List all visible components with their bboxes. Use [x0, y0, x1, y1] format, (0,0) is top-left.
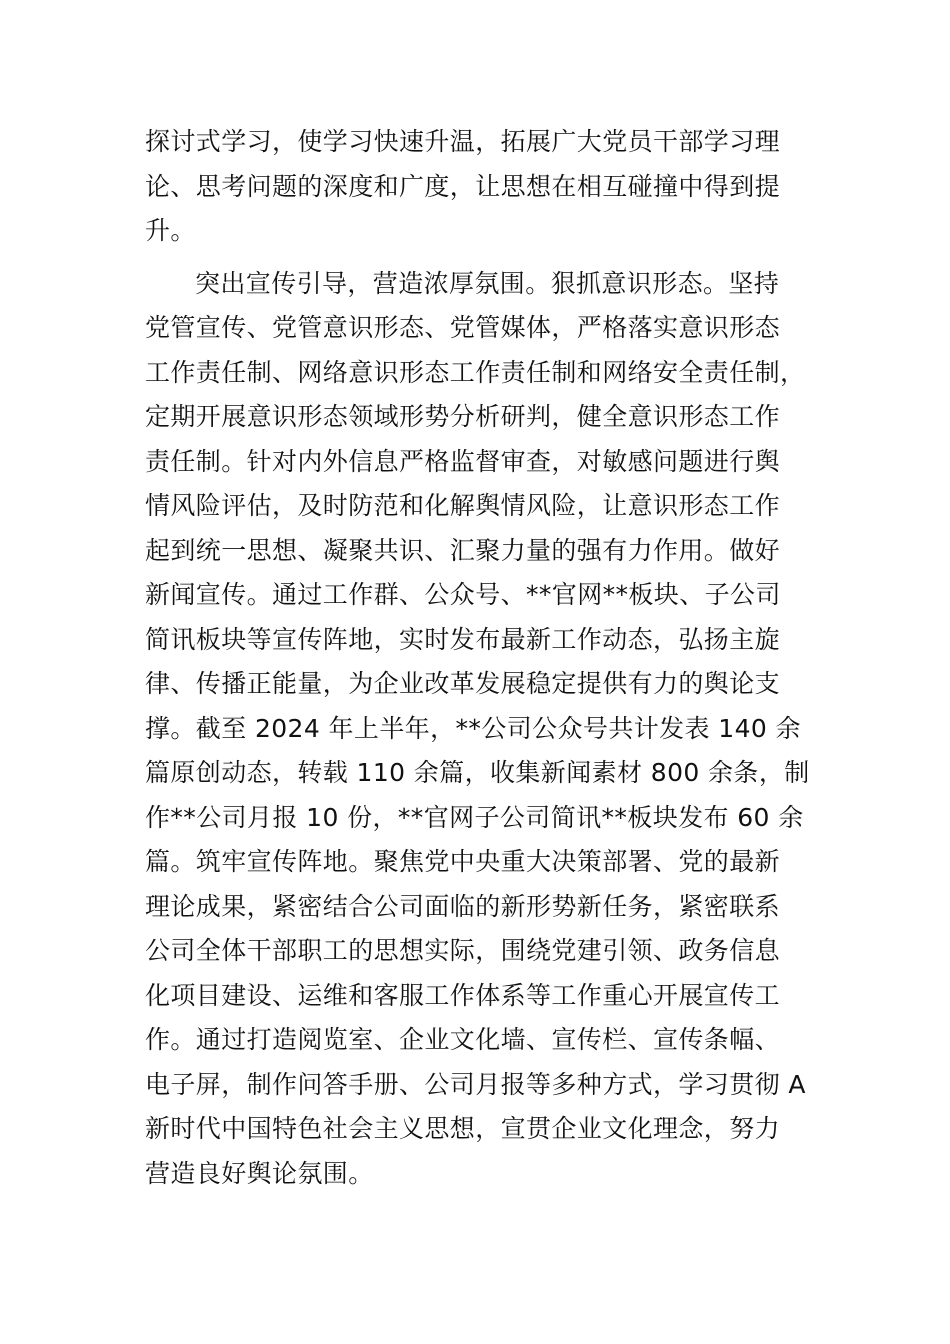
text-line-indented: 突出宣传引导，营造浓厚氛围。狠抓意识形态。坚持	[195, 268, 780, 298]
text-line: 新闻宣传。通过工作群、公众号、**官网**板块、子公司	[145, 580, 781, 609]
text-line: 工作责任制、网络意识形态工作责任制和网络安全责任制，	[145, 357, 806, 387]
paragraph-gap	[145, 254, 815, 262]
text-line: 营造良好舆论氛围。	[145, 1158, 374, 1188]
text-line: 党管宣传、党管意识形态、党管媒体，严格落实意识形态	[145, 313, 781, 342]
text-line: 律、传播正能量，为企业改革发展稳定提供有力的舆论支	[145, 669, 781, 698]
text-line: 起到统一思想、凝聚共识、汇聚力量的强有力作用。做好	[145, 535, 781, 565]
paragraph-2	[145, 262, 815, 1197]
text-line: 新时代中国特色社会主义思想，宣贯企业文化理念，努力	[145, 1114, 781, 1143]
document-body	[145, 120, 815, 1196]
paragraph-1	[145, 120, 815, 254]
text-line: 公司全体干部职工的思想实际，围绕党建引领、政务信息	[145, 936, 781, 965]
text-line: 作**公司月报 10 份，**官网子公司简讯**板块发布 60 余	[145, 802, 804, 832]
text-line: 理论成果，紧密结合公司面临的新形势新任务，紧密联系	[145, 891, 781, 921]
text-line: 撑。截至 2024 年上半年，**公司公众号共计发表 140 余	[145, 713, 801, 743]
text-line: 探讨式学习，使学习快速升温，拓展广大党员干部学习理	[145, 127, 781, 156]
text-line: 论、思考问题的深度和广度，让思想在相互碰撞中得到提	[145, 171, 781, 201]
text-line: 篇原创动态，转载 110 余篇，收集新闻素材 800 余条，制	[145, 758, 810, 787]
text-line: 简讯板块等宣传阵地，实时发布最新工作动态，弘扬主旋	[145, 624, 781, 654]
text-line: 升。	[145, 216, 196, 245]
text-line: 作。通过打造阅览室、企业文化墙、宣传栏、宣传条幅、	[145, 1025, 781, 1054]
text-line: 电子屏，制作问答手册、公司月报等多种方式，学习贯彻 A	[145, 1069, 806, 1099]
text-line: 责任制。针对内外信息严格监督审查，对敏感问题进行舆	[145, 446, 781, 476]
text-line: 情风险评估，及时防范和化解舆情风险，让意识形态工作	[145, 491, 781, 520]
text-line: 定期开展意识形态领域形势分析研判，健全意识形态工作	[145, 402, 781, 431]
text-line: 篇。筑牢宣传阵地。聚焦党中央重大决策部署、党的最新	[145, 847, 781, 876]
text-line: 化项目建设、运维和客服工作体系等工作重心开展宣传工	[145, 980, 781, 1010]
